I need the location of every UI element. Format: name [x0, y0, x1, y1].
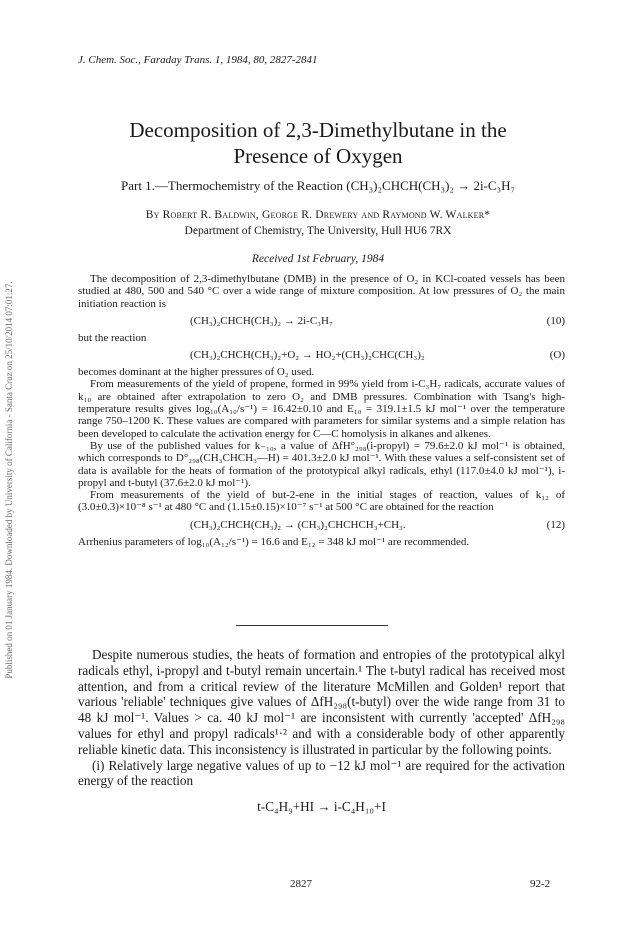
- abstract-paragraph: By use of the published values for k₋₁₀, a value of ΔfH°₂₉₈(i-propyl) = 79.6±2.0 kJ mol⁻¹ is obtained, which corresponds to D°₂₉₈(CH₃CHCH₃—H) = 401.3±2.0 kJ mol⁻¹. With these values a self-consistent set of data is available for the heats of formation of the prototypical alkyl radicals, ethyl (117.0±4.0 kJ mol⁻¹), i-propyl and t-butyl (37.6±2.0 kJ mol⁻¹).: [78, 439, 565, 489]
- equation-12: [78, 517, 565, 534]
- signature-mark: 92-2: [530, 878, 551, 890]
- sidebar-watermark-text: Published on 01 January 1984. Downloaded by University of California - Santa Cruz on 25/10/2014 07:01:27.: [4, 281, 14, 679]
- equation-number: (O): [549, 349, 565, 362]
- journal-header: J. Chem. Soc., Faraday Trans. 1, 1984, 80, 2827-2841: [78, 54, 318, 66]
- received-date: Received 1st February, 1984: [251, 253, 385, 265]
- body-paragraph: Despite numerous studies, the heats of formation and entropies of the prototypical alkyl radicals ethyl, i-propyl and t-butyl remain uncertain.¹ The t-butyl radical has received most attention, and from a critical review of the literature McMillen and Golden¹ report that various 'reliable' techniques give values of ΔfH₂₉₈(t-butyl) over the wide range from 31 to 48 kJ mol⁻¹. Values > ca. 40 kJ mol⁻¹ are inconsistent with currently 'accepted' ΔfH₂₉₈ values for ethyl and propyl radicals¹·² and with a considerable body of other apparently reliable kinetic data. This inconsistency is illustrated in particular by the following points.: [78, 647, 565, 757]
- author-line: By Robert R. Baldwin, George R. Drewery and Raymond W. Walker*: [145, 209, 491, 221]
- equation-expression: (CH₃)₂CHCH(CH₃)₂ → (CH₃)₂CHCHCH₃+CH₃.: [190, 518, 406, 531]
- abstract: [78, 273, 565, 548]
- equation-number: (12): [546, 518, 565, 531]
- equation-expression: (CH₃)₂CHCH(CH₃)₂+O₂ → HO₂+(CH₃)₂CHC(CH₃)₂: [190, 349, 425, 362]
- page-number: 2827: [290, 878, 312, 890]
- equation-10: [78, 313, 565, 330]
- abstract-paragraph: Arrhenius parameters of log₁₀(A₁₂/s⁻¹) = 16.6 and E₁₂ = 348 kJ mol⁻¹ are recommended.: [78, 535, 470, 548]
- abstract-paragraph: The decomposition of 2,3-dimethylbutane (DMB) in the presence of O₂ in KCl-coated vessels has been studied at 480, 500 and 540 °C over a wide range of mixture composition. At low pressures of O₂ the main initiation reaction is: [78, 273, 565, 310]
- equation-expression: (CH₃)₂CHCH(CH₃)₂ → 2i-C₃H₇: [190, 314, 333, 327]
- article-title-line-2: Presence of Oxygen: [233, 144, 403, 168]
- part-subtitle: Part 1.—Thermochemistry of the Reaction (CH₃)₂CHCH(CH₃)₂ → 2i-C₃H₇: [120, 178, 516, 193]
- affiliation: Department of Chemistry, The University, Hull HU6 7RX: [184, 225, 452, 237]
- body-text: [78, 647, 565, 815]
- abstract-paragraph: becomes dominant at the higher pressures of O₂ used.: [78, 366, 315, 379]
- body-equation: t-C₄H₉+HI → i-C₄H₁₀+I: [257, 799, 386, 815]
- body-paragraph: (i) Relatively large negative values of up to −12 kJ mol⁻¹ are required for the activation energy of the reaction: [78, 757, 565, 789]
- abstract-paragraph: but the reaction: [78, 331, 147, 344]
- equation-o: [78, 347, 565, 364]
- abstract-paragraph: From measurements of the yield of but-2-ene in the initial stages of reaction, values of k₁₂ of (3.0±0.3)×10⁻⁸ s⁻¹ at 480 °C and (1.15±0.15)×10⁻⁷ s⁻¹ at 500 °C are obtained for the reaction: [78, 489, 565, 514]
- equation-number: (10): [546, 314, 565, 327]
- sidebar-watermark: [2, 80, 16, 880]
- abstract-paragraph: From measurements of the yield of propene, formed in 99% yield from i-C₃H₇ radicals, accurate values of k₁₀ are obtained after extrapolation to zero O₂ and DMB pressures. Combination with Tsang's high-temperature results gives log₁₀(A₁₀/s⁻¹) = 16.42±0.10 and E₁₀ = 319.1±1.5 kJ mol⁻¹ over the temperature range 750–1200 K. These values are compared with parameters for similar systems and a simple relation has been developed to calculate the activation energy for C—C homolysis in alkanes and alkenes.: [78, 378, 565, 440]
- section-divider: [236, 625, 388, 626]
- article-title-line-1: Decomposition of 2,3-Dimethylbutane in the: [129, 118, 507, 142]
